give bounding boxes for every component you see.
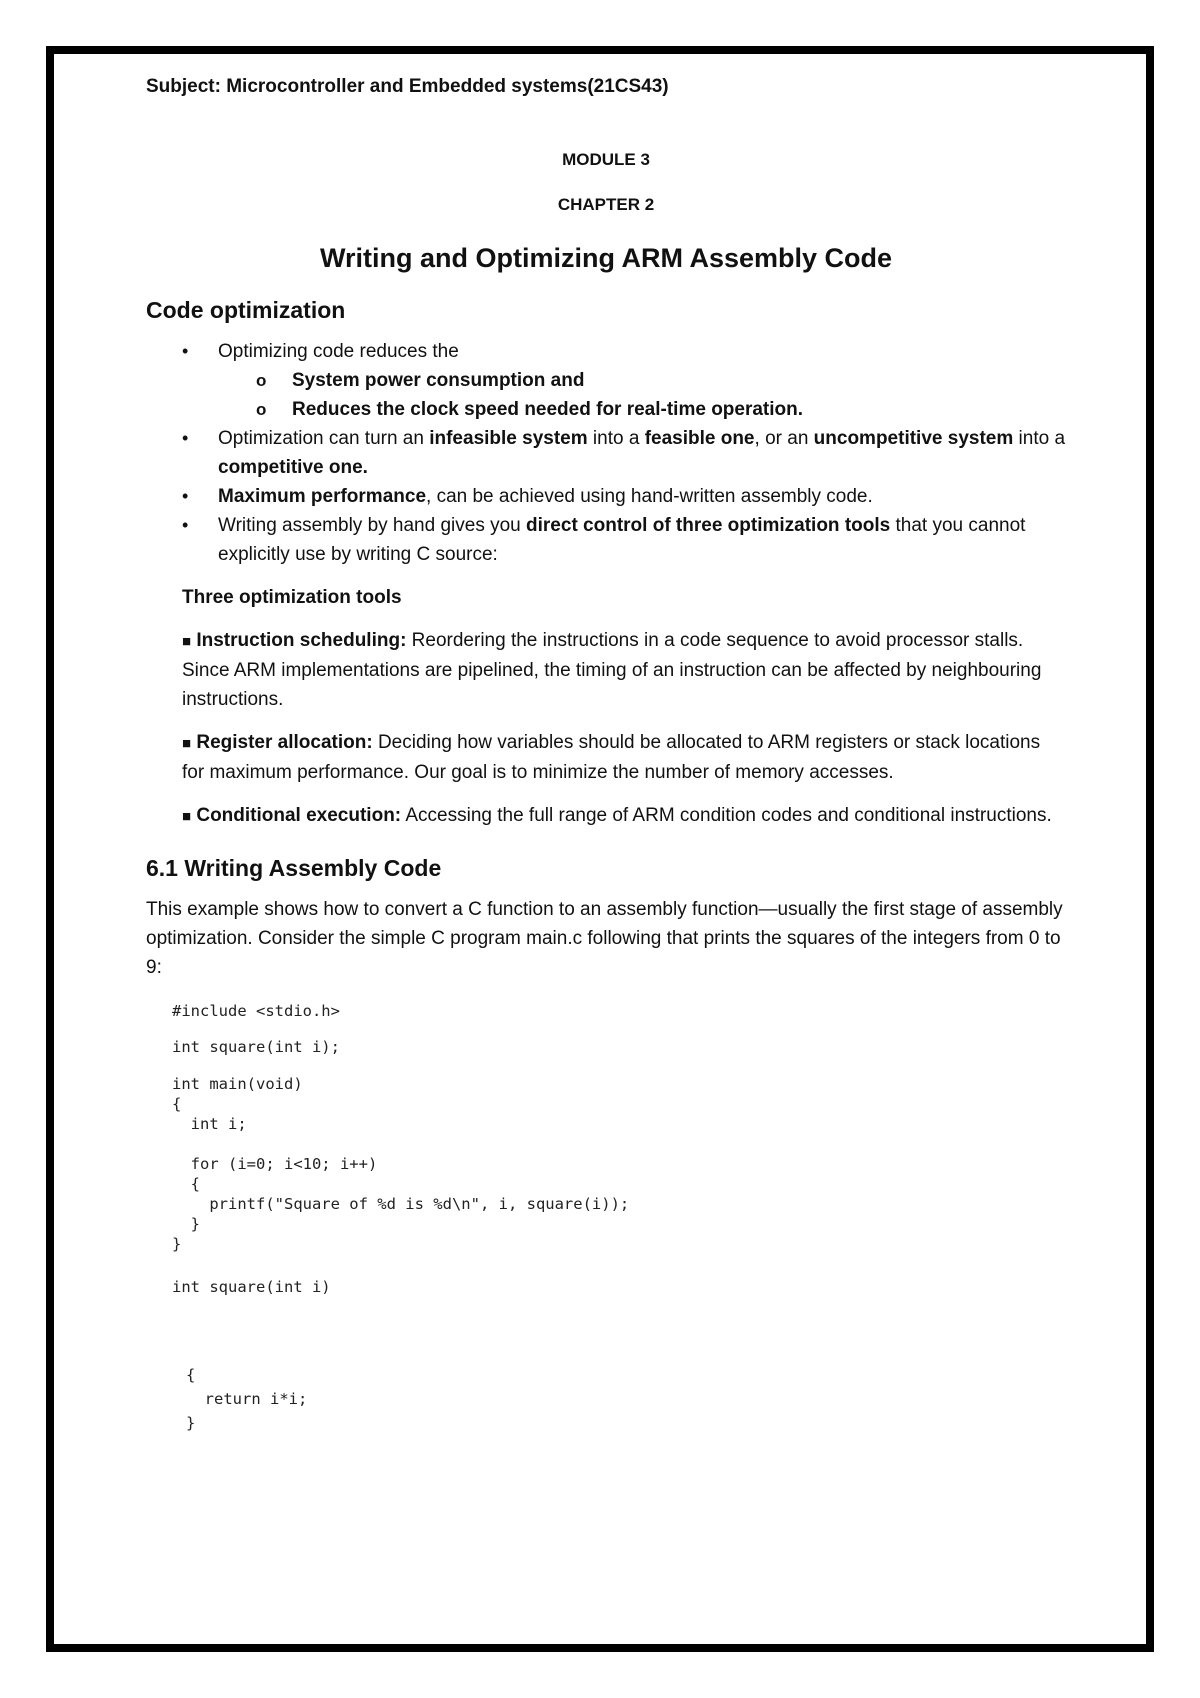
tool-name: Instruction scheduling: [196, 630, 407, 651]
list-item [218, 482, 1066, 511]
bold-text: feasible one [644, 428, 755, 449]
tool-description: Accessing the full range of ARM condition codes and conditional instructions. [401, 805, 1052, 826]
text-run: Writing assembly by hand gives you [218, 515, 527, 536]
chapter-label: CHAPTER 2 [557, 195, 655, 214]
tools-title: Three optimization tools [182, 587, 402, 608]
bold-text: infeasible system [429, 428, 588, 449]
module-label: MODULE 3 [562, 150, 650, 169]
tool-description: Reordering the instructions in a code sequence to avoid processor stalls. Since ARM implementations are pipelined, the timing of an instruction can be affected by neighbouring instructions. [182, 630, 1042, 710]
document-body [146, 72, 1066, 1435]
bold-text: competitive one. [218, 457, 368, 478]
tool-conditional-execution [182, 801, 1066, 831]
bullet-text: Optimizing code reduces the [218, 341, 459, 362]
bold-text: direct control of three optimization tools [526, 515, 891, 536]
text-run: , can be achieved using hand-written assembly code. [426, 486, 873, 507]
code-include: #include <stdio.h> [172, 1002, 340, 1020]
bold-text: Maximum performance [218, 486, 427, 507]
square-bullet-icon: ■ [182, 735, 192, 752]
tool-instruction-scheduling [182, 626, 1066, 714]
section-heading-code-optimization: Code optimization [146, 297, 346, 323]
list-item [218, 511, 1066, 569]
tools-block [146, 583, 1066, 831]
code-main-function: int main(void) { int i; for (i=0; i<10; i++) { printf("Square of %d is %d\n", i, square(i)); } } [172, 1075, 630, 1253]
section-intro: This example shows how to convert a C function to an assembly function—usually the first stage of assembly optimization. Consider the simple C program main.c following that prints the squares of the integers from 0 to 9: [146, 899, 1063, 978]
code-square-signature: int square(int i) [172, 1278, 331, 1296]
list-item [218, 337, 1066, 424]
code-prototype: int square(int i); [172, 1038, 340, 1056]
text-run: , or an [754, 428, 814, 449]
text-run: into a [587, 428, 645, 449]
tool-name: Conditional execution: [196, 805, 402, 826]
tool-register-allocation [182, 728, 1066, 787]
sub-list [218, 366, 1066, 424]
code-square-body: { return i*i; } [186, 1366, 308, 1432]
subject-line: Subject: Microcontroller and Embedded systems(21CS43) [146, 76, 669, 97]
section-heading-writing-assembly: 6.1 Writing Assembly Code [146, 855, 442, 881]
optimization-bullet-list [146, 337, 1066, 569]
page-title: Writing and Optimizing ARM Assembly Code [319, 243, 893, 273]
sub-list-item: o System power consumption and [292, 366, 1066, 395]
code-listing [146, 1002, 1066, 1435]
square-bullet-icon: ■ [182, 808, 192, 825]
sub-list-item: o Reduces the clock speed needed for real-time operation. [292, 395, 1066, 424]
square-bullet-icon: ■ [182, 633, 192, 650]
text-run: Optimization can turn an [218, 428, 430, 449]
tool-description: Deciding how variables should be allocated to ARM registers or stack locations for maximum performance. Our goal is to minimize the number of memory accesses. [182, 732, 1041, 783]
text-run: that you cannot explicitly use by writing C source: [218, 515, 1026, 565]
text-run: into a [1013, 428, 1066, 449]
tool-name: Register allocation: [196, 732, 373, 753]
bold-text: uncompetitive system [813, 428, 1014, 449]
list-item [218, 424, 1066, 482]
